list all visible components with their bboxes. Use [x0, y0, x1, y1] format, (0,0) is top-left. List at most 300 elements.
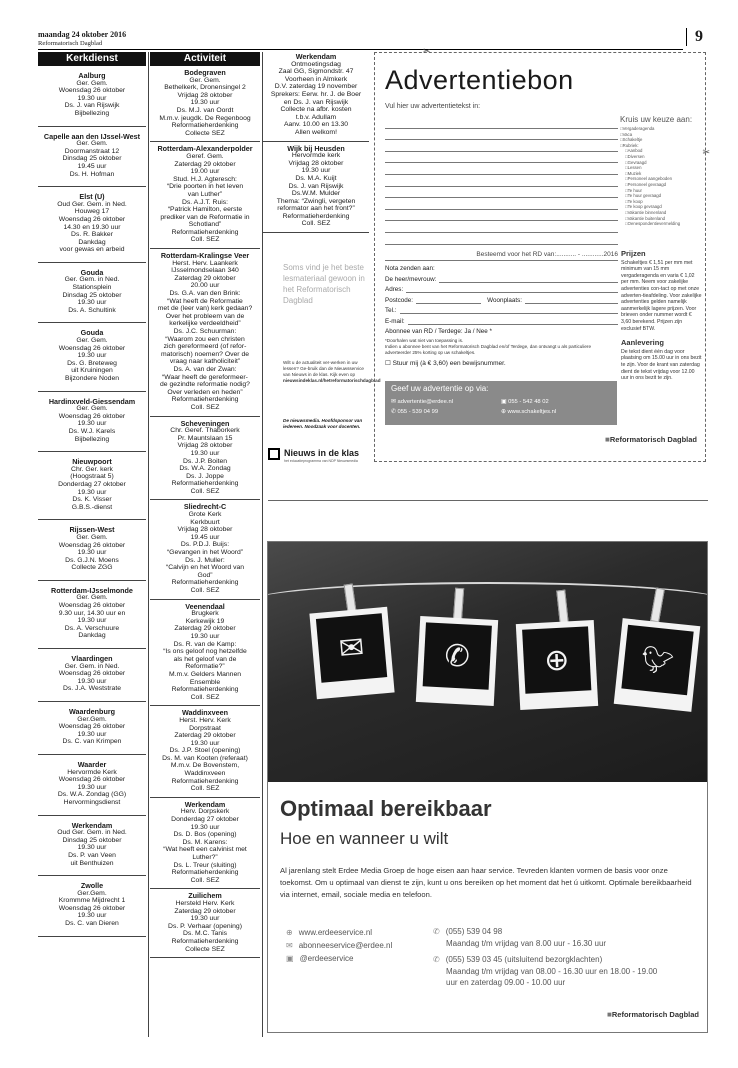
listing-line: van Luther”: [187, 190, 223, 198]
bestemd-line: Besteemd voor het RD van:........... - ............2016: [385, 251, 618, 261]
address-field[interactable]: [406, 285, 618, 293]
listing-line: Ds. A.J.T. Ruis:: [181, 198, 229, 206]
choice-checkbox[interactable]: □ Aanbod: [620, 148, 704, 154]
listing-line: Woensdag 26 oktober: [58, 87, 126, 95]
rd-logo: ■ Reformatorisch Dagblad: [607, 1010, 699, 1019]
bon-title: Advertentiebon: [385, 65, 574, 95]
choice-checkbox[interactable]: □ Rubriek:: [620, 143, 704, 149]
listing-line: Dinsdag 25 oktober: [62, 291, 122, 299]
contact-box: [385, 381, 617, 425]
listing-line: Ontmoetingsdag: [291, 60, 341, 68]
listing-line: Reformatieherdenking: [171, 579, 239, 587]
listing-entry: [150, 798, 260, 890]
listing-line: t.b.v. Adullam: [295, 113, 337, 121]
rd-logo: ■ Reformatorisch Dagblad: [605, 435, 697, 444]
listing-line: Woensdag 26 oktober: [58, 541, 126, 549]
activiteit-list: [150, 66, 260, 958]
listing-line: “Waar heeft de gereformeer-: [162, 373, 248, 381]
globe-icon: ⊕: [522, 626, 591, 693]
listing-line: Collecte ZGG: [71, 564, 113, 572]
listing-place: Zwolle: [80, 881, 104, 891]
advertentiebon: [374, 46, 710, 462]
web-link[interactable]: [286, 926, 392, 939]
choice-list: [620, 126, 704, 227]
listing-place: Scheveningen: [180, 418, 230, 428]
listing-line: Ds. A. Verschuure: [64, 624, 120, 632]
section-divider: [268, 500, 708, 501]
listing-place: Bodegraven: [184, 68, 226, 77]
listing-line: Sprekers: Eerw. hr. J. de Boer: [270, 90, 362, 98]
listing-line: Allen welkom!: [295, 128, 337, 136]
listing-line: Zaterdag 29 oktober: [174, 160, 236, 168]
order-form: [385, 264, 618, 369]
choice-checkbox[interactable]: □ Vakantie binnenland: [620, 210, 704, 216]
listing-line: 19.00 uur: [190, 168, 220, 176]
kerkdienst-column: [38, 52, 146, 937]
proof-label: Stuur mij (à € 3,60) een bewijsnummer.: [392, 359, 506, 367]
nik-logo: [268, 448, 368, 468]
listing-place: Hardinxveld-Giessendam: [48, 396, 136, 406]
nota-label: Nota zenden aan:: [385, 265, 435, 272]
social-link[interactable]: [286, 952, 392, 965]
listing-line: Herst. Herv. Laankerk: [172, 259, 238, 267]
listing-line: Hervormde kerk: [291, 152, 341, 160]
promo-contacts: [286, 926, 392, 965]
choice-box: [620, 115, 704, 227]
listing-line: Ger. Gem.: [76, 405, 108, 413]
listing-line: 19.30 uur: [190, 823, 220, 831]
listing-entry: [38, 263, 146, 324]
listing-line: “Drie poorten in het leven: [166, 183, 244, 191]
postcode-label: Postcode:: [385, 296, 414, 304]
listing-place: Rijssen-West: [69, 525, 115, 535]
listing-place: Wijk bij Heusden: [287, 143, 345, 153]
choice-checkbox[interactable]: □ Muziek: [620, 171, 704, 177]
kerkdienst-list: [38, 66, 146, 937]
listing-line: 19.30 uur: [77, 844, 107, 852]
listing-line: IJsselmondselaan 340: [171, 267, 239, 275]
mail-text: abonneeservice@erdee.nl: [298, 941, 393, 950]
listing-line: Chr. Geref. Thaborkerk: [170, 427, 240, 435]
listing-entry: [38, 66, 146, 127]
listing-line: de gezindte reformatie nodig?: [160, 381, 250, 389]
listing-line: reformator aan het front?”: [277, 205, 355, 213]
listing-place: Rotterdam-Alexanderpolder: [157, 144, 253, 154]
choice-checkbox[interactable]: □ Oenespondentievermelding: [620, 221, 704, 227]
city-field[interactable]: [525, 296, 618, 304]
nik-square-icon: [268, 448, 280, 460]
listing-entry: [38, 452, 146, 520]
listing-entry: [150, 417, 260, 501]
listing-line: Coll. SEZ: [190, 403, 220, 411]
listing-line: Krommme Mijdrecht 1: [58, 897, 126, 905]
listing-line: Dorpstraat: [189, 724, 221, 732]
listing-place: Zuilichem: [188, 891, 222, 901]
contact-web-text: www.schakeltjes.nl: [507, 409, 557, 415]
listing-place: Waddinxveen: [181, 708, 229, 718]
listing-line: Coll. SEZ: [190, 785, 220, 793]
listing-line: uit Benthuizen: [70, 859, 114, 867]
city-label: Woonplaats:: [487, 296, 522, 304]
listing-line: Doormanstraat 12: [64, 147, 120, 155]
listing-entry: [38, 649, 146, 702]
listing-line: “Patrick Hamilton, eerste: [167, 206, 243, 214]
choice-checkbox[interactable]: □ Vaca: [620, 132, 704, 138]
listing-line: 19.30 uur: [77, 488, 107, 496]
polaroid-photo: [268, 542, 707, 782]
listing-line: Ds. A. van der Zwan:: [173, 365, 237, 373]
listing-line: 19.30 uur: [190, 739, 220, 747]
listing-line: Hersteld Herv. Kerk: [175, 899, 235, 907]
email-label: E-mail:: [385, 317, 405, 325]
listing-line: Reformatie?”: [185, 663, 225, 671]
listing-line: Over het probleem van de: [165, 312, 245, 320]
listing-line: “Gevangen in het Woord”: [166, 549, 244, 557]
listing-line: Waddinxveen: [184, 770, 226, 778]
envelope-icon: ✉: [286, 941, 293, 950]
contact-fax-text: 055 - 542 48 02: [508, 399, 549, 405]
choice-checkbox[interactable]: □ Lessen: [620, 165, 704, 171]
listing-line: Zaterdag 29 oktober: [174, 732, 236, 740]
listing-place: Waardenburg: [68, 707, 116, 716]
listing-entry: [38, 520, 146, 581]
listing-place: Werkendam: [71, 820, 113, 830]
envelope-icon: ✉: [316, 613, 387, 683]
contact-title: Geef uw advertentie op via:: [391, 384, 489, 393]
phone-field[interactable]: [400, 306, 618, 314]
listing-line: Ds. J.C. Schuurman:: [173, 328, 237, 335]
page-number: 9: [686, 28, 703, 46]
listing-line: M.m.v. jeugdk. De Regenboog: [159, 114, 251, 122]
choice-checkbox[interactable]: □ Vakantie buitenland: [620, 216, 704, 222]
listing-line: 19.45 uur: [190, 533, 220, 541]
address-label: Adres:: [385, 286, 404, 293]
listing-line: Chr. Ger. kerk: [71, 465, 113, 473]
listing-entry: [150, 66, 260, 142]
listing-line: 20.00 uur: [190, 282, 220, 290]
listing-line: 19.30 uur: [301, 167, 331, 175]
listing-line: Ds. W.A. Zondag (GG): [57, 791, 127, 799]
listing-line: 19.30 uur: [77, 549, 107, 557]
listing-line: Ger. Gem. in Ned.: [64, 276, 120, 284]
listing-line: Bijzondere Noden: [64, 375, 120, 382]
listing-line: M.m.v. De Bovenstem,: [170, 762, 240, 770]
listing-line: 19.30 uur: [77, 420, 107, 428]
listing-line: Thema: “Zwingli, vergeten: [276, 197, 356, 205]
listing-place: Gouda: [80, 328, 104, 338]
listing-line: Ds. R. van de Kamp:: [173, 640, 237, 648]
listing-line: Bijbellezing: [74, 435, 110, 443]
listing-line: 19.45 uur: [77, 162, 107, 170]
issue-date: maandag 24 oktober 2016: [38, 30, 127, 39]
listing-line: M.m.v. Gelders Mannen: [168, 670, 242, 678]
listing-line: Ds. M. van Kooten (referaat): [162, 754, 248, 762]
listing-entry: [38, 323, 146, 391]
choice-checkbox[interactable]: □ Te huur: [620, 188, 704, 194]
footnote: *Doorhalen wat niet van toepassing is.: [385, 337, 464, 343]
listing-line: Collecte na afbr. kosten: [280, 106, 352, 114]
listing-line: Woensdag 26 oktober: [58, 215, 126, 223]
listing-line: Dankdag: [78, 238, 106, 246]
listing-line: Ensemble: [189, 678, 221, 686]
listing-line: Hervormingsdienst: [63, 798, 121, 806]
listing-line: Bijbellezing: [74, 109, 110, 117]
listing-line: Ger. Gem.: [76, 337, 108, 345]
listing-line: Ger. Gem. in Ned.: [64, 662, 120, 670]
choice-checkbox[interactable]: □ Te koop gevraagd: [620, 204, 704, 210]
listing-line: “Wat heeft de Reformatie: [167, 297, 243, 305]
polaroid-card: [309, 607, 394, 699]
listing-line: D.V. zaterdag 19 november: [274, 83, 358, 91]
listing-line: Ger. Gem.: [76, 594, 108, 602]
listing-line: Ds. C. van Dieren: [65, 920, 119, 928]
listing-line: 14.30 en 19.30 uur: [63, 223, 121, 231]
delivery-text: De tekst dient één dag voor plaatsing om 15.00 uur in ons bezit te zijn. Voor de krant van zaterdag dient de tekst vrijdag voor 12.00 uur in ons bezit te zijn.: [621, 348, 702, 382]
service-ad: [267, 541, 708, 1033]
masthead: [38, 30, 703, 52]
choice-title: Kruis uw keuze aan:: [620, 115, 693, 124]
listing-line: Herv. Dorpskerk: [180, 808, 230, 816]
activiteit-column: [150, 52, 260, 958]
ad-text-lines[interactable]: [385, 117, 618, 245]
listing-line: Coll. SEZ: [190, 587, 220, 594]
polaroid-card: [516, 620, 598, 710]
listing-line: en Ds. J. van Rijswijk: [283, 98, 349, 106]
paper-name: Reformatorisch Dagblad: [38, 40, 103, 47]
listing-line: Woensdag 26 oktober: [58, 776, 126, 784]
scissors-icon: ✂: [423, 46, 431, 56]
listing-entry: [38, 876, 146, 937]
listing-line: “Calvijn en het Woord van: [165, 564, 245, 572]
listing-line: Kerkbuurt: [190, 518, 220, 526]
listing-line: Ds. W.A. Zondag: [179, 465, 231, 473]
listing-line: Woensdag 26 oktober: [58, 904, 126, 912]
twitter-icon: 🐦︎: [621, 625, 693, 696]
listing-line: Ds. H. Hofman: [69, 170, 115, 178]
listing-line: Dinsdag 25 oktober: [62, 155, 122, 163]
contact-web[interactable]: ⊕ www.schakeltjes.nl: [501, 409, 557, 415]
listing-line: Donderdag 27 oktober: [171, 816, 239, 824]
postcode-field[interactable]: [416, 296, 481, 304]
listing-line: Aanv. 10.00 en 13.30: [283, 121, 349, 129]
listing-line: 19.30 uur: [77, 617, 107, 625]
abonnee-option[interactable]: Abonnee van RD / Terdege: Ja / Nee *: [385, 328, 492, 335]
listing-line: Ds. K. Visser: [72, 496, 112, 504]
listing-line: Ds. D. Bos (opening): [173, 831, 237, 839]
listing-line: Ger.Gem.: [77, 715, 107, 723]
listing-place: Veenendaal: [185, 601, 225, 611]
listing-line: uit Kruiningen: [71, 367, 113, 375]
listing-line: Ds. P. van Veen: [68, 851, 116, 859]
choice-checkbox[interactable]: □ Personeel gevraagd: [620, 182, 704, 188]
column-divider: [148, 52, 149, 1037]
choice-checkbox[interactable]: □ Schakeltje: [620, 137, 704, 143]
listing-line: Pr. Mauntslaan 15: [177, 434, 233, 442]
mail-link[interactable]: [286, 939, 392, 952]
listing-line: 19.30 uur: [77, 94, 107, 102]
listing-line: Ger.Gem.: [77, 889, 107, 897]
listing-line: Reformatieherdenking: [171, 480, 239, 488]
promo-subtitle: Hoe en wanneer u wilt: [280, 829, 449, 848]
listing-place: Rotterdam-Kralingse Veer: [160, 251, 250, 261]
name-label: De heer/mevrouw:: [385, 275, 437, 283]
choice-checkbox[interactable]: □ Gevraagd: [620, 160, 704, 166]
listing-line: 9.30 uur, 14.30 uur en: [58, 609, 126, 617]
listing-entry: [38, 392, 146, 453]
listing-line: Ds. M. Karens:: [182, 838, 228, 846]
listing-line: Reformatieherdenking: [171, 777, 239, 785]
activiteit-header: Activiteit: [150, 52, 260, 66]
listing-line: Vrijdag 28 oktober: [177, 442, 233, 450]
listing-line: Coll. SEZ: [301, 220, 331, 228]
listing-line: 19.30 uur: [77, 912, 107, 920]
listing-line: zich gereformeerd (of refor-: [163, 343, 247, 351]
listing-line: Ds. P. Verhaar (opening): [168, 922, 242, 930]
listing-line: Ds.W.M. Mulder: [291, 190, 341, 198]
phone-1: ✆ (055) 539 04 98: [433, 926, 657, 938]
listing-place: Aalburg: [78, 71, 106, 80]
listing-place: Capelle aan den IJssel-West: [43, 131, 141, 141]
hours-3: uur en zaterdag 09.00 - 10.00 uur: [446, 978, 566, 987]
listing-line: 19.30 uur: [190, 915, 220, 923]
listing-line: 19.30 uur: [190, 632, 220, 640]
nik-logo-sub: het educatieprogramma van NDP Nieuwsmedia: [284, 459, 358, 463]
listing-place: Gouda: [80, 267, 104, 277]
listing-line: 19.30 uur: [77, 730, 107, 738]
listing-line: Ds. G.J.N. Moens: [65, 556, 119, 564]
listing-line: Ger. Gem.: [189, 76, 221, 84]
polaroid-card: [416, 616, 498, 706]
listing-line: Reformatieherdenking: [171, 396, 239, 404]
choice-checkbox[interactable]: □ Te koop: [620, 199, 704, 205]
listing-line: Vrijdag 28 oktober: [177, 526, 233, 534]
choice-checkbox[interactable]: □ Diversen: [620, 154, 704, 160]
phone-icon: ✆: [423, 622, 492, 689]
listing-entry: [150, 706, 260, 798]
listing-line: 19.30 uur: [77, 677, 107, 685]
listing-line: Reformatieherdenking: [171, 869, 239, 877]
listing-entry: [38, 187, 146, 263]
listing-line: 19.30 uur: [77, 783, 107, 791]
listing-line: Schotland”: [188, 221, 222, 229]
listing-entry: [38, 127, 146, 188]
listing-line: Woensdag 26 oktober: [58, 344, 126, 352]
bon-lead: Vul hier uw advertentietekst in:: [385, 103, 481, 110]
listing-entry: [38, 816, 146, 877]
listing-line: Collecte SEZ: [185, 129, 225, 137]
listing-line: Dankdag: [78, 632, 106, 640]
listing-line: Vrijdag 28 oktober: [288, 159, 344, 167]
listing-line: Bethelkerk, Dronensingel 2: [164, 84, 246, 92]
listing-line: Ger. Gem.: [76, 140, 108, 148]
name-field[interactable]: [439, 275, 618, 283]
discount-note: Indien u abonnee bent van het Reformatorisch Dagblad en/of Terdege, dan ontvangt u als particuliere adverteerder 25% korting op uw schakeltjes.: [385, 343, 592, 355]
listing-line: Reformatieherdenking: [171, 937, 239, 945]
activiteit-column-extra: [263, 50, 369, 233]
listing-line: (Hoogstraat 5): [70, 473, 114, 481]
listing-line: 19.30 uur: [77, 352, 107, 360]
listing-line: Ds. J.P. Boiten: [182, 457, 228, 465]
listing-line: “Waarom zou een christen: [165, 335, 245, 343]
contact-phone: ✆ 055 - 539 04 99: [391, 409, 439, 415]
listing-entry: [150, 249, 260, 416]
listing-line: prediker van de Reformatie in: [160, 213, 250, 221]
listing-line: Zaal GG, Sigmondstr. 47: [278, 68, 354, 76]
listing-line: Oud Ger. Gem. in Ned.: [57, 829, 127, 837]
listing-line: Woensdag 26 oktober: [58, 412, 126, 420]
listing-line: Ds. A. Schultink: [68, 306, 116, 314]
nik-link[interactable]: nieuwsindeklas.nl/hetreformatorischdagblad: [283, 378, 381, 383]
listing-line: Woensdag 26 oktober: [58, 723, 126, 731]
promo-body: Al jarenlang stelt Erdee Media Groep de hoge eisen aan haar service. Tevreden klanten vormen de basis voor onze toekomst. Om u optimaal van dienst te zijn, kunt u ons bereiken op het moment dat het ú uitkomt. Optimale bereikbaarheid via internet, email, sociale media en telefoon.: [280, 866, 692, 899]
prices-box: [621, 251, 703, 382]
listing-line: Woensdag 26 oktober: [58, 602, 126, 610]
listing-entry: [263, 50, 369, 142]
email-field[interactable]: [408, 317, 618, 325]
listing-entry: [38, 702, 146, 755]
nik-logo-title: Nieuws in de klas: [284, 448, 360, 458]
globe-icon: ⊕: [286, 928, 293, 937]
listing-line: Ds. J. van Rijswijk: [64, 102, 120, 110]
phone-2: ✆ (055) 539 03 45 (uitsluitend bezorgklachten): [433, 954, 657, 966]
listing-line: Oud Ger. Gem. in Ned.: [57, 200, 127, 208]
prices-title: Prijzen: [621, 249, 646, 258]
listing-line: Brugkerk: [191, 610, 219, 618]
listing-line: Ds. R. Bakker: [71, 231, 113, 239]
listing-line: Zaterdag 29 oktober: [174, 907, 236, 915]
listing-place: Sliedrecht-C: [183, 502, 227, 512]
listing-line: kerkelijke verdeeldheid”: [169, 320, 241, 328]
listing-line: Reformatieherdenking: [171, 228, 239, 236]
listing-line: Ds. J. van Rijswijk: [288, 182, 344, 190]
choice-checkbox[interactable]: □ Personeel aangeboden: [620, 176, 704, 182]
web-text: www.erdeeservice.nl: [298, 928, 373, 937]
prices-text: Schakeltjes € 1,51 per mm met minimum van 15 mm vergaderagenda en varia € 1,02 per mm. Neem voor zakelijke advertenties con-tact op met onze adverten-tieafdeling. Voor zakelijke advertenties gelden namelijk aanmerkelijk lagere prijzen. Voor brieven onder nummer wordt € 3,60 berekend. Prijzen zijn exclusief BTW.: [621, 259, 702, 332]
listing-line: Houweg 17: [74, 208, 110, 216]
listing-line: Coll. SEZ: [190, 693, 220, 701]
listing-place: Waarder: [77, 759, 107, 769]
listing-entry: [150, 500, 260, 599]
listing-line: Voorheen in Almkerk: [284, 75, 348, 83]
listing-line: God”: [197, 571, 213, 579]
listing-line: matorisch) noemen? Over de: [160, 350, 250, 358]
listing-line: Ds. C. van Krimpen: [62, 738, 122, 746]
listing-line: Stud. H.J. Agteresch:: [173, 175, 237, 183]
promo-phones: [433, 926, 657, 989]
listing-entry: [38, 581, 146, 649]
listing-line: Ds. P.D.J. Buijs:: [180, 541, 230, 549]
listing-line: met de (leer van) kerk gedaan?: [157, 305, 253, 313]
choice-checkbox[interactable]: □ Te huur gevraagd: [620, 193, 704, 199]
listing-line: Ds. W.J. Karels: [68, 427, 116, 435]
listing-line: Kerkewijk 19: [185, 617, 225, 625]
listing-line: Ds. L. Treur (sluiting): [173, 861, 237, 869]
listing-line: Woensdag 26 oktober: [58, 670, 126, 678]
listing-line: Ds. G.A. van den Brink:: [169, 290, 241, 298]
nik-slogan: De nieuwsmedia. Hoofdsponsor van iedereen. Noodzaak voor docenten.: [283, 418, 363, 429]
listing-line: als het geloof van de: [173, 655, 237, 663]
listing-line: 19.30 uur: [190, 99, 220, 107]
proof-checkbox[interactable]: ☐ Stuur mij (à € 3,60) een bewijsnummer.: [385, 359, 506, 367]
choice-checkbox[interactable]: □ Vergaderagenda: [620, 126, 704, 132]
listing-line: Ger. Gem.: [76, 533, 108, 541]
listing-line: Reformatieherdenking: [171, 686, 239, 694]
contact-email[interactable]: ✉ advertentie@erdee.nl: [391, 399, 453, 405]
phone-label: Tel.:: [385, 307, 397, 314]
nik-note-text: Wilt u de actualiteit ver-werken in uw lessen? Ge-bruik dan de Nieuwsservice van Nieuws in de klas. Kijk even op: [283, 360, 364, 377]
listing-entry: [150, 600, 260, 707]
listing-place: Elst (U): [79, 192, 105, 202]
